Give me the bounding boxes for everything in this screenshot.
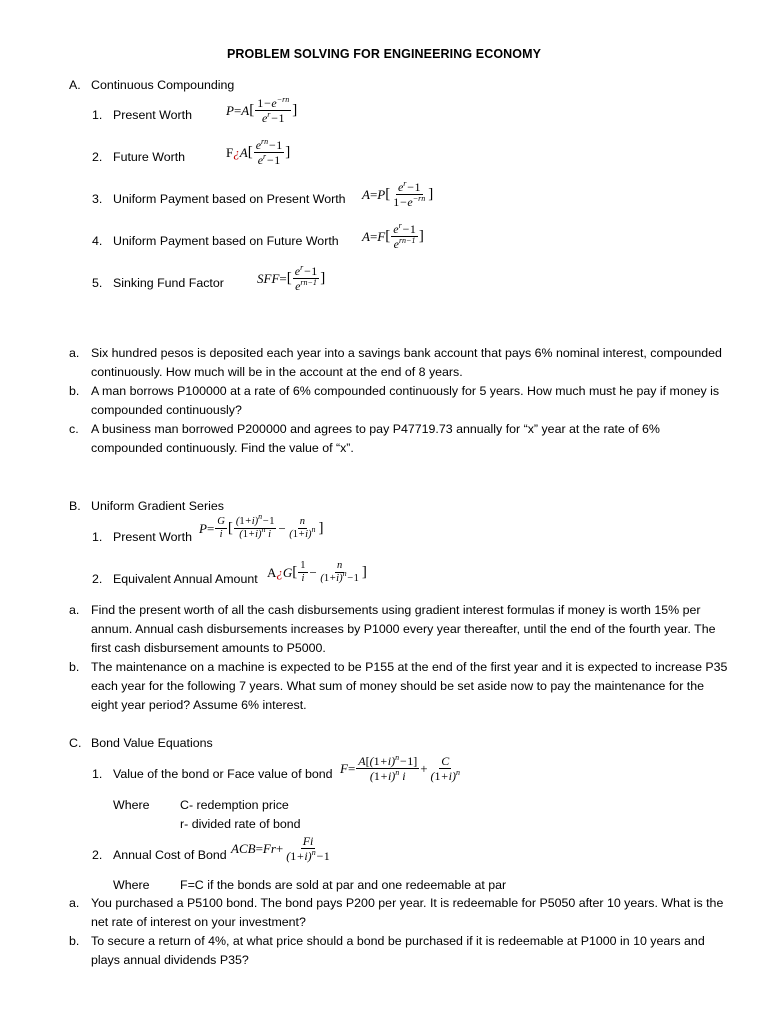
formula-a5-label: Sinking Fund Factor — [113, 276, 224, 290]
formula-a1-label: Present Worth — [113, 108, 192, 122]
formula-b1-label: Present Worth — [113, 530, 192, 544]
formula-annual-cost-of-bond: ACB = Fr + $\frac{Fi}{(1+i)^n-1}$ — [231, 834, 330, 863]
where-divided-rate: r- divided rate of bond — [180, 817, 301, 831]
problem-b-b-marker: b. — [69, 660, 80, 674]
formula-b2-label: Equivalent Annual Amount — [113, 572, 258, 586]
formula-c2-number: 2. — [92, 848, 103, 862]
section-a-marker: A. — [69, 78, 81, 92]
problem-a-c-text: A business man borrowed P200000 and agrees to pay P47719.73 annually for “x” year at the rate of 6% compounded continuously. Find the value of “x”. — [91, 422, 660, 455]
formula-c1-label: Value of the bond or Face value of bond — [113, 767, 333, 781]
problem-c-b-text: To secure a return of 4%, at what price should a bond be purchased if it is redeemable at P1000 in 10 years and plays annual dividends P35? — [91, 934, 705, 967]
formula-equivalent-annual-amount: A ¿ G [ $\frac{1}{i}$ − $\frac{n}{(1+i)^n-1}$ ] — [267, 560, 367, 584]
problem-c-a-marker: a. — [69, 896, 80, 910]
formula-future-worth-continuous: F ¿ A [ $\frac{e^{rn}-1}{e^r-1}$ ] — [226, 137, 291, 167]
where-label-2: Where — [113, 878, 150, 892]
problem-b-b-text: The maintenance on a machine is expected to be P155 at the end of the first year and it is expected to increase P35 each year for the following 7 years. What sum of money should be set aside now to pay the maintenance for the eight year period? Assume 6% interest. — [91, 660, 728, 712]
where-par-condition: F=C if the bonds are sold at par and one redeemable at par — [180, 878, 507, 892]
formula-present-worth-continuous: P = A [ $\frac{1-e^{-rn}}{e^r-1}$ ] — [226, 95, 298, 125]
formula-b1-number: 1. — [92, 530, 103, 544]
where-redemption-price: C- redemption price — [180, 798, 289, 812]
formula-uniform-payment-pw: A = P [ $\frac{e^r-1}{1-e^{-rn}}$ ] — [362, 179, 434, 209]
section-a-heading: Continuous Compounding — [91, 78, 235, 92]
formula-a3-label: Uniform Payment based on Present Worth — [113, 192, 346, 206]
problem-a-b-text: A man borrows P100000 at a rate of 6% compounded continuously for 5 years. How much must he pay if money is compounded continuously? — [91, 384, 720, 417]
formula-gradient-present-worth: P = $\frac{G}{i}$ [ $\frac{(1+i)^n-1}{(1+i)^n i}$ − $\frac{n}{(1+i)^n}$ ] — [199, 512, 324, 540]
formula-a4-number: 4. — [92, 234, 103, 248]
problem-c-a-text: You purchased a P5100 bond. The bond pays P200 per year. It is redeemable for P5050 after 10 years. What is the net rate of interest on your investment? — [91, 896, 724, 929]
formula-a2-label: Future Worth — [113, 150, 186, 164]
formula-a3-number: 3. — [92, 192, 103, 206]
section-b-heading: Uniform Gradient Series — [91, 499, 224, 513]
where-label-1: Where — [113, 798, 150, 812]
formula-a1-number: 1. — [92, 108, 103, 122]
section-c-heading: Bond Value Equations — [91, 736, 213, 750]
page-title: PROBLEM SOLVING FOR ENGINEERING ECONOMY — [226, 47, 542, 61]
problem-a-a-text: Six hundred pesos is deposited each year into a savings bank account that pays 6% nominal interest, compounded continuously. How much will be in the account at the end of 8 years. — [91, 346, 722, 379]
problem-a-c-marker: c. — [69, 422, 79, 436]
problem-a-a-marker: a. — [69, 346, 80, 360]
formula-c2-label: Annual Cost of Bond — [113, 848, 227, 862]
section-b-marker: B. — [69, 499, 81, 513]
formula-b2-number: 2. — [92, 572, 103, 586]
formula-a2-number: 2. — [92, 150, 103, 164]
problem-b-a-marker: a. — [69, 603, 80, 617]
problem-c-b-marker: b. — [69, 934, 80, 948]
formula-a5-number: 5. — [92, 276, 103, 290]
formula-c1-number: 1. — [92, 767, 103, 781]
formula-uniform-payment-fw: A = F [ $\frac{e^r-1}{e^{rn-1}}$ ] — [362, 221, 424, 251]
section-c-marker: C. — [69, 736, 82, 750]
formula-sinking-fund-factor: SFF = [ $\frac{e^r-1}{e^{rn-1}}$ ] — [257, 263, 326, 293]
problem-a-b-marker: b. — [69, 384, 80, 398]
formula-bond-value: F = $\frac{A[(1+i)^n-1]}{(1+i)^n i}$ + $\frac{C}{(1+i)^n}$ — [340, 753, 460, 783]
formula-a4-label: Uniform Payment based on Future Worth — [113, 234, 339, 248]
problem-b-a-text: Find the present worth of all the cash disbursements using gradient interest formulas if money is worth 15% per annum. Annual cash disbursements increases by P1000 every year thereafter, until the end of the fourth year. The first cash disbursement amounts to P5000. — [91, 603, 716, 655]
